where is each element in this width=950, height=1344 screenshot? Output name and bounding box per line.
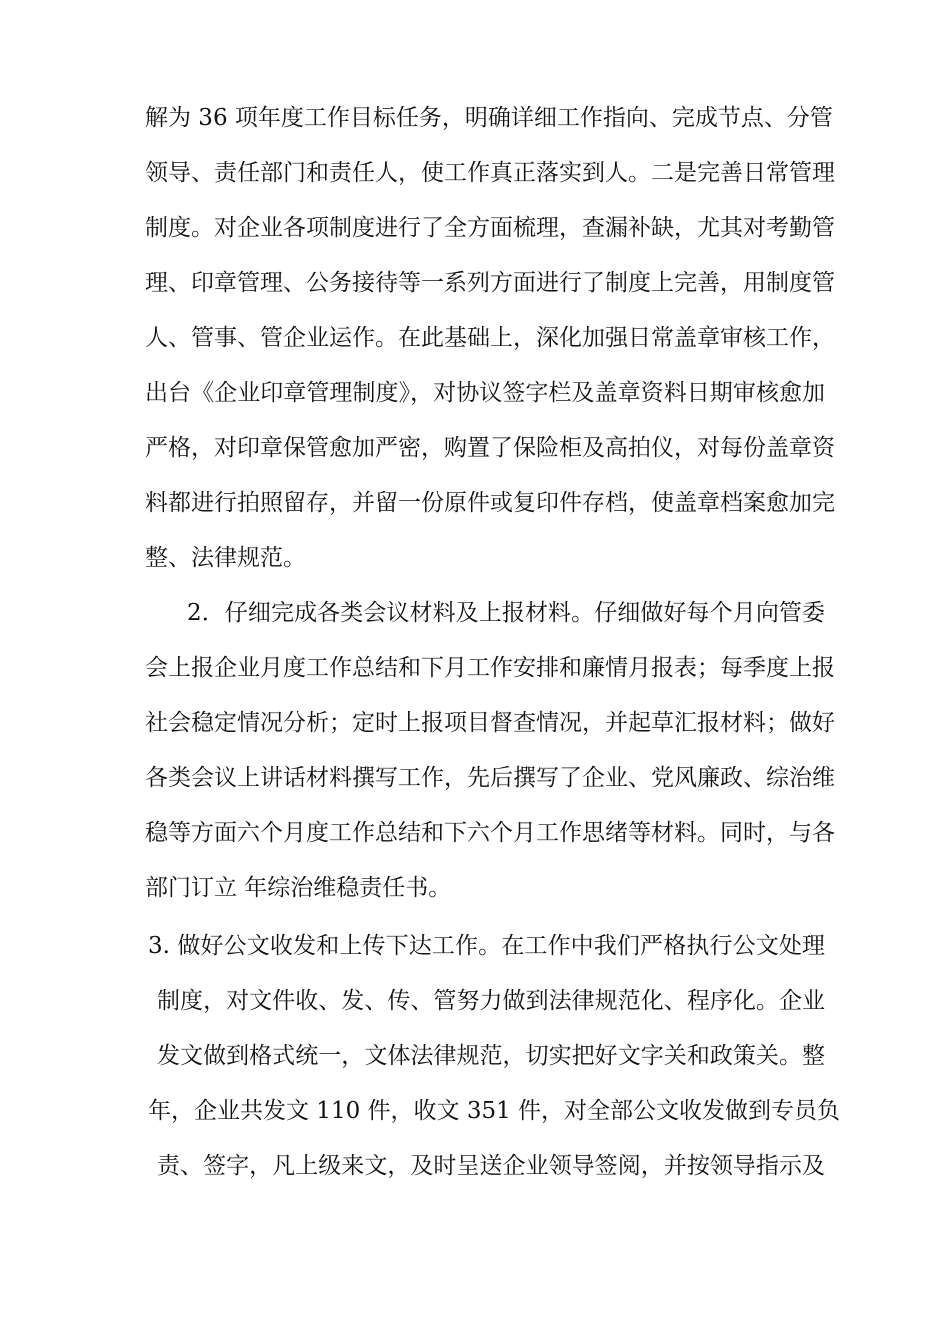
paragraph-2-line-5: 稳等方面六个月度工作总结和下六个月工作思绪等材料。同时，与各 xyxy=(145,820,835,846)
paragraph-1-line-7: 严格，对印章保管愈加严密，购置了保险柜及高拍仪，对每份盖章资 xyxy=(145,435,835,461)
paragraph-3-line-2: 制度，对文件收、发、传、管努力做到法律规范化、程序化。企业 xyxy=(157,988,825,1014)
paragraph-1-line-2: 领导、责任部门和责任人，使工作真正落实到人。二是完善日常管理 xyxy=(145,160,835,186)
paragraph-1-line-9: 整、法律规范。 xyxy=(145,545,306,571)
paragraph-3-line-4: 年，企业共发文 110 件，收文 351 件，对全部公文收发做到专员负 xyxy=(148,1098,841,1124)
paragraph-3-line-1: 3. 做好公文收发和上传下达工作。在工作中我们严格执行公文处理 xyxy=(148,933,825,959)
paragraph-2-line-2: 会上报企业月度工作总结和下月工作安排和廉情月报表；每季度上报 xyxy=(145,655,835,681)
paragraph-1-line-5: 人、管事、管企业运作。在此基础上，深化加强日常盖章审核工作， xyxy=(145,325,835,351)
paragraph-1-line-8: 料都进行拍照留存，并留一份原件或复印件存档，使盖章档案愈加完 xyxy=(145,490,835,516)
paragraph-2-line-1: 2．仔细完成各类会议材料及上报材料。仔细做好每个月向管委 xyxy=(187,600,825,626)
paragraph-1-line-3: 制度。对企业各项制度进行了全方面梳理，查漏补缺，尤其对考勤管 xyxy=(145,215,835,241)
paragraph-3-line-3: 发文做到格式统一，文体法律规范，切实把好文字关和政策关。整 xyxy=(157,1043,825,1069)
paragraph-3-line-5: 责、签字，凡上级来文，及时呈送企业领导签阅，并按领导指示及 xyxy=(157,1153,825,1179)
paragraph-1-line-6: 出台《企业印章管理制度》，对协议签字栏及盖章资料日期审核愈加 xyxy=(145,380,825,406)
paragraph-2-line-6: 部门订立 年综治维稳责任书。 xyxy=(145,875,452,901)
paragraph-2-line-4: 各类会议上讲话材料撰写工作，先后撰写了企业、党风廉政、综治维 xyxy=(145,765,835,791)
paragraph-1-line-4: 理、印章管理、公务接待等一系列方面进行了制度上完善，用制度管 xyxy=(145,270,835,296)
paragraph-1-line-1: 解为 36 项年度工作目标任务，明确详细工作指向、完成节点、分管 xyxy=(145,105,833,131)
paragraph-2-line-3: 社会稳定情况分析；定时上报项目督查情况，并起草汇报材料；做好 xyxy=(145,710,835,736)
